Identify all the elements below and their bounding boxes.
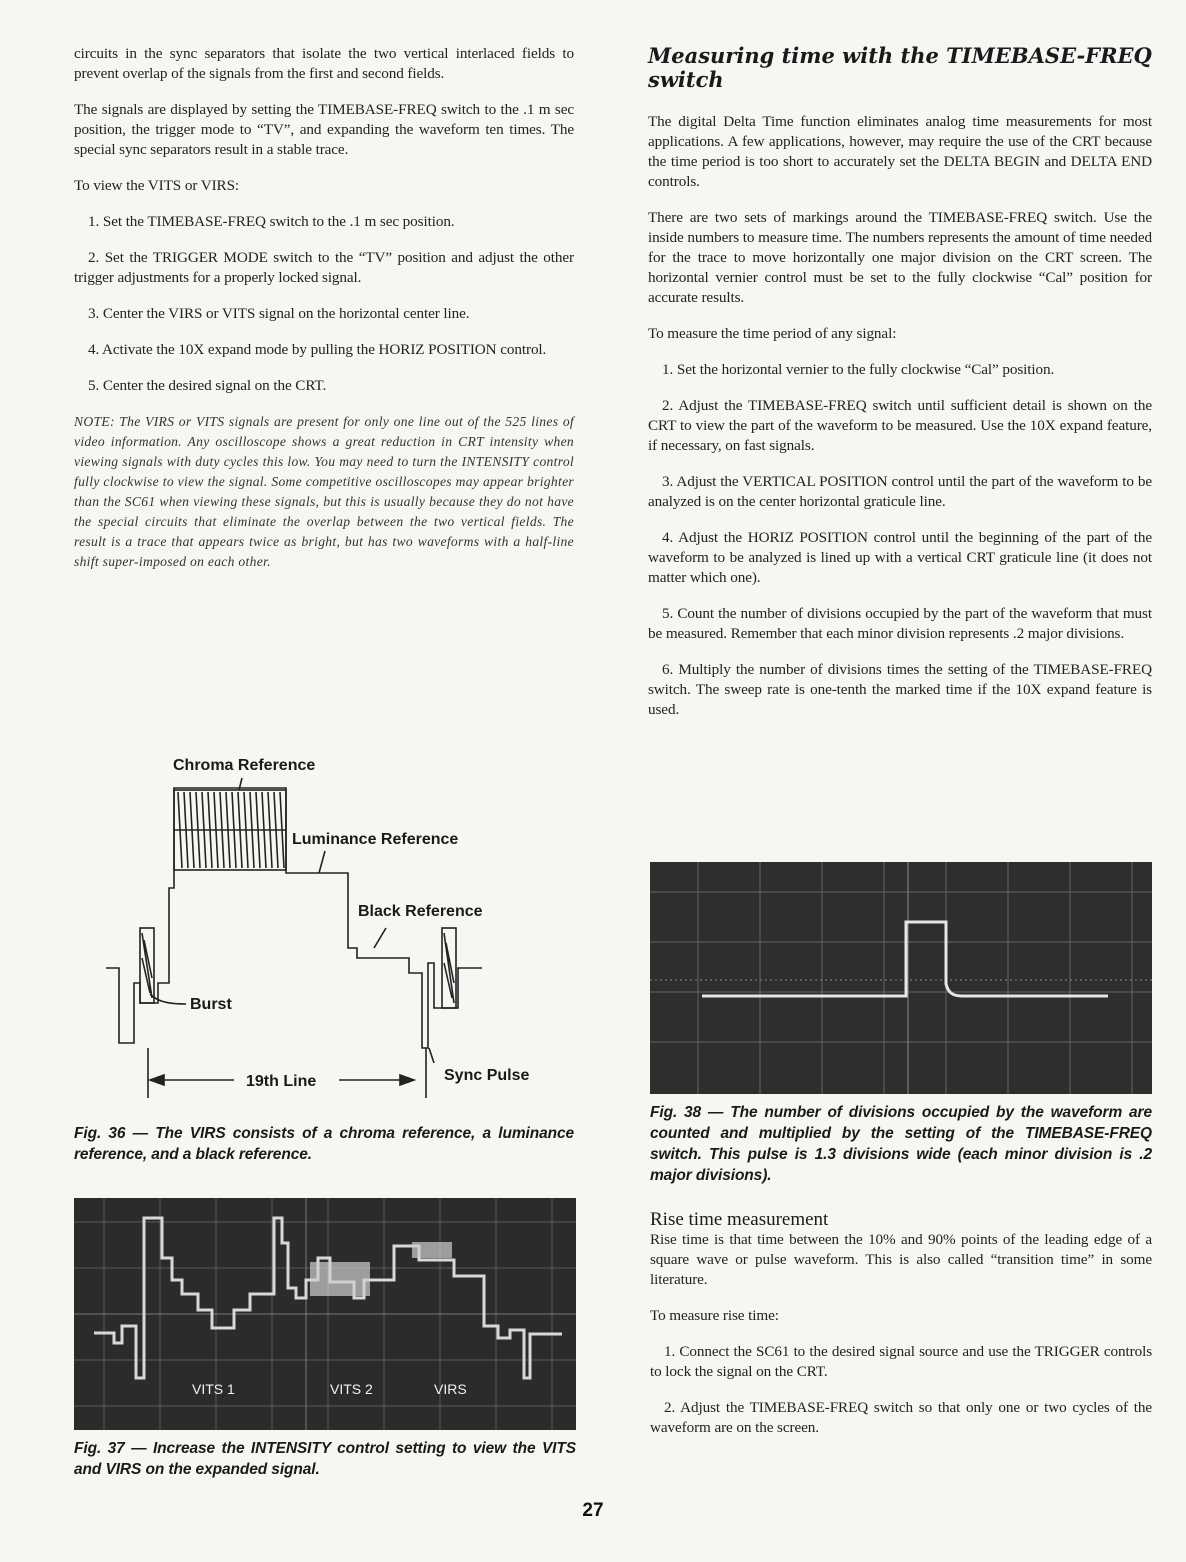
burst-label: Burst <box>190 996 232 1013</box>
right-column <box>648 44 1152 736</box>
nineteenth-line-label: 19th Line <box>246 1073 317 1090</box>
paragraph: To view the VITS or VIRS: <box>74 177 240 194</box>
step-item: 4. Activate the 10X expand mode by pulling the HORIZ POSITION control. <box>88 341 547 358</box>
virs-label: VIRS <box>434 1381 467 1397</box>
paragraph: circuits in the sync separators that isolate the two vertical interlaced fields to prevent overlap of the signals from the first and second fields. <box>74 45 574 82</box>
paragraph: The digital Delta Time function eliminates analog time measurements for most applications. A few applications, however, may require the use of the CRT because the time period is too short to accurately set the DELTA BEGIN and DELTA END controls. <box>648 113 1152 190</box>
sync-pulse-label: Sync Pulse <box>444 1067 530 1084</box>
figure-38-scope-photo <box>650 862 1152 1094</box>
step-item: 5. Center the desired signal on the CRT. <box>88 377 327 394</box>
pulse-trace <box>650 862 1152 1094</box>
figure-37-caption-wrap <box>74 1438 576 1480</box>
step-item: 3. Center the VIRS or VITS signal on the horizontal center line. <box>88 305 470 322</box>
step-item: 2. Set the TRIGGER MODE switch to the “TV” position and adjust the other trigger adjustments for a properly locked signal. <box>74 249 574 286</box>
step-item: 1. Set the TIMEBASE-FREQ switch to the .1 m sec position. <box>88 213 455 230</box>
paragraph: To measure the time period of any signal: <box>648 325 897 342</box>
step-item: 2. Adjust the TIMEBASE-FREQ switch so that only one or two cycles of the waveform are on the screen. <box>650 1399 1152 1436</box>
section-heading: Measuring time with the TIMEBASE-FREQ switch <box>648 43 1152 92</box>
page-number: 27 <box>582 1500 604 1521</box>
paragraph: Rise time is that time between the 10% and 90% points of the leading edge of a square wave or pulse waveform. This is also called “transition time” in some literature. <box>650 1231 1152 1288</box>
figure-36-caption: Fig. 36 — The VIRS consists of a chroma reference, a luminance reference, and a black reference. <box>74 1125 574 1163</box>
step-item: 5. Count the number of divisions occupied by the part of the waveform that must be measured. Remember that each minor division represents .2 major divisions. <box>648 605 1152 642</box>
luminance-reference-label: Luminance Reference <box>292 831 459 848</box>
virs-diagram <box>74 748 574 1108</box>
figure-37-scope-photo <box>74 1198 576 1430</box>
figure-38-caption: Fig. 38 — The number of divisions occupied by the waveform are counted and multiplied by the setting of the TIMEBASE-FREQ switch. This pulse is 1.3 divisions wide (each minor division is .2 major divisions). <box>650 1104 1152 1184</box>
step-item: 1. Connect the SC61 to the desired signal source and use the TRIGGER controls to lock the signal on the CRT. <box>650 1343 1152 1380</box>
vits-virs-trace <box>74 1198 576 1430</box>
rise-time-heading: Rise time measurement <box>650 1209 829 1230</box>
figure-38-caption-wrap <box>650 1102 1152 1186</box>
step-item: 3. Adjust the VERTICAL POSITION control until the part of the waveform to be analyzed is on the center horizontal graticule line. <box>648 473 1152 510</box>
chroma-reference-label: Chroma Reference <box>173 757 316 774</box>
paragraph: To measure rise time: <box>650 1307 779 1324</box>
rise-time-section <box>650 1210 1152 1454</box>
vits-2-label: VITS 2 <box>330 1381 373 1397</box>
note-paragraph: NOTE: The VIRS or VITS signals are present for only one line out of the 525 lines of video information. Any oscilloscope shows a great reduction in CRT intensity when viewing signals with duty cycles this low. You may need to turn the INTENSITY control fully clockwise to view the signal. Some competitive oscilloscopes may appear brighter than the SC61 when viewing these signals, but this is usually because they do not have the special circuits that eliminate the overlap between the two vertical fields. The result is a trace that appears twice as bright, but has two waveforms with a half-line shift super-imposed on each other. <box>74 414 574 569</box>
figure-37-caption: Fig. 37 — Increase the INTENSITY control setting to view the VITS and VIRS on the expanded signal. <box>74 1440 576 1478</box>
step-item: 2. Adjust the TIMEBASE-FREQ switch until sufficient detail is shown on the CRT to view the part of the waveform to be measured. Use the 10X expand feature, if necessary, on fast signals. <box>648 397 1152 454</box>
left-column <box>74 44 574 588</box>
figure-36 <box>74 748 574 1168</box>
paragraph: There are two sets of markings around the TIMEBASE-FREQ switch. Use the inside numbers to measure time. The numbers represents the amount of time needed for the trace to move horizontally one major division on the CRT screen. The horizontal vernier control must be set to the fully clockwise “Cal” position for accurate results. <box>648 209 1152 306</box>
vits-1-label: VITS 1 <box>192 1381 235 1397</box>
step-item: 4. Adjust the HORIZ POSITION control until the beginning of the part of the waveform to be analyzed is lined up with a vertical CRT graticule line (it does not matter which one). <box>648 529 1152 586</box>
paragraph: The signals are displayed by setting the TIMEBASE-FREQ switch to the .1 m sec position, the trigger mode to “TV”, and expanding the waveform ten times. The special sync separators result in a stable trace. <box>74 101 574 158</box>
step-item: 1. Set the horizontal vernier to the fully clockwise “Cal” position. <box>662 361 1055 378</box>
black-reference-label: Black Reference <box>358 903 483 920</box>
step-item: 6. Multiply the number of divisions times the setting of the TIMEBASE-FREQ switch. The sweep rate is one-tenth the marked time if the 10X expand feature is used. <box>648 661 1152 718</box>
